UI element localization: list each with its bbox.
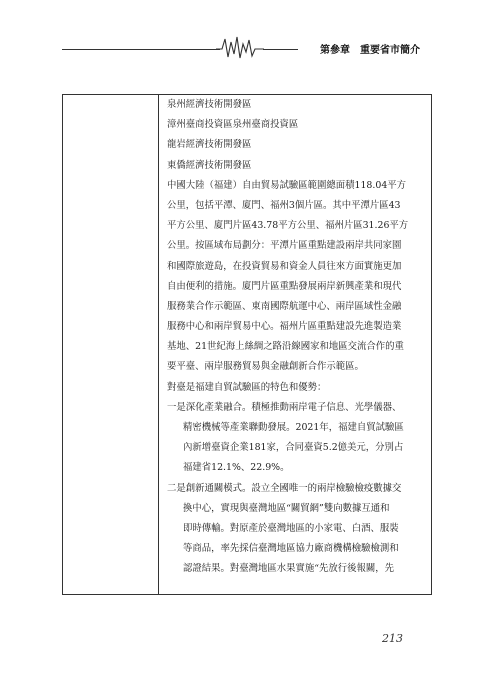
text-line: 漳州臺商投資區泉州臺商投資區 [167,119,299,131]
text-line: 換中心，實現與臺灣地區“關貿網”雙向數據互通和 [183,502,390,514]
text-line: 公里，包括平潭、廈門、福州3個片區。其中平潭片區43 [167,199,401,211]
table-content-cell [167,95,425,580]
ecg-wave-icon [216,36,264,60]
text-line: 對臺是福建自貿試驗區的特色和優勢： [167,381,327,393]
text-line: 基地、21世紀海上絲綢之路沿線國家和地區交流合作的重 [167,341,404,353]
text-line: 和國際旅遊島，在投資貿易和資金人員往來方面實施更加 [167,260,402,272]
text-line: 即時傳輸。對原產於臺灣地區的小家電、白酒、服裝 [183,522,399,534]
text-line: 平方公里、廈門片區43.78平方公里、福州片區31.26平方 [167,220,409,232]
text-line: 龍岩經濟技術開發區 [167,139,252,151]
table-column-divider [158,94,159,595]
text-line: 一是深化產業融合。積極推動兩岸電子信息、光學儀器、 [167,401,402,413]
text-line: 服務中心和兩岸貿易中心。福州片區重點建設先進製造業 [167,321,402,333]
text-line: 自由便利的措施。廈門片區重點發展兩岸新興產業和現代 [167,280,402,292]
text-line: 泉州經濟技術開發區 [167,99,252,110]
text-line: 認證結果。對臺灣地區水果實施“先放行後報關，先 [183,563,395,575]
page-number: 213 [382,632,403,645]
text-line: 中國大陸（福建）自由貿易試驗區範圍總面積118.04平方 [167,179,407,191]
text-line: 內新增臺資企業181家，合同臺資5.2億美元，分別占 [183,442,404,454]
text-line: 精密機械等產業聯動發展。2021年，福建自貿試驗區 [183,422,404,433]
text-line: 公里。按區域布局劃分：平潭片區重點建設兩岸共同家園 [167,240,402,252]
text-line: 要平臺、兩岸服務貿易與金融創新合作示範區。 [167,361,364,373]
text-line: 二是創新通關模式。設立全國唯一的兩岸檢驗檢疫數據交 [167,482,402,494]
header-rule-left [62,49,220,50]
text-line: 福建省12.1%、22.9%。 [183,462,290,474]
text-line: 等商品，率先採信臺灣地區協力廠商機構檢驗檢測和 [183,543,399,555]
text-line: 東僑經濟技術開發區 [167,159,252,171]
chapter-title: 第參章 重要省市簡介 [298,41,442,56]
text-line: 服務業合作示範區、東南國際航運中心、兩岸區域性金融 [167,300,402,312]
